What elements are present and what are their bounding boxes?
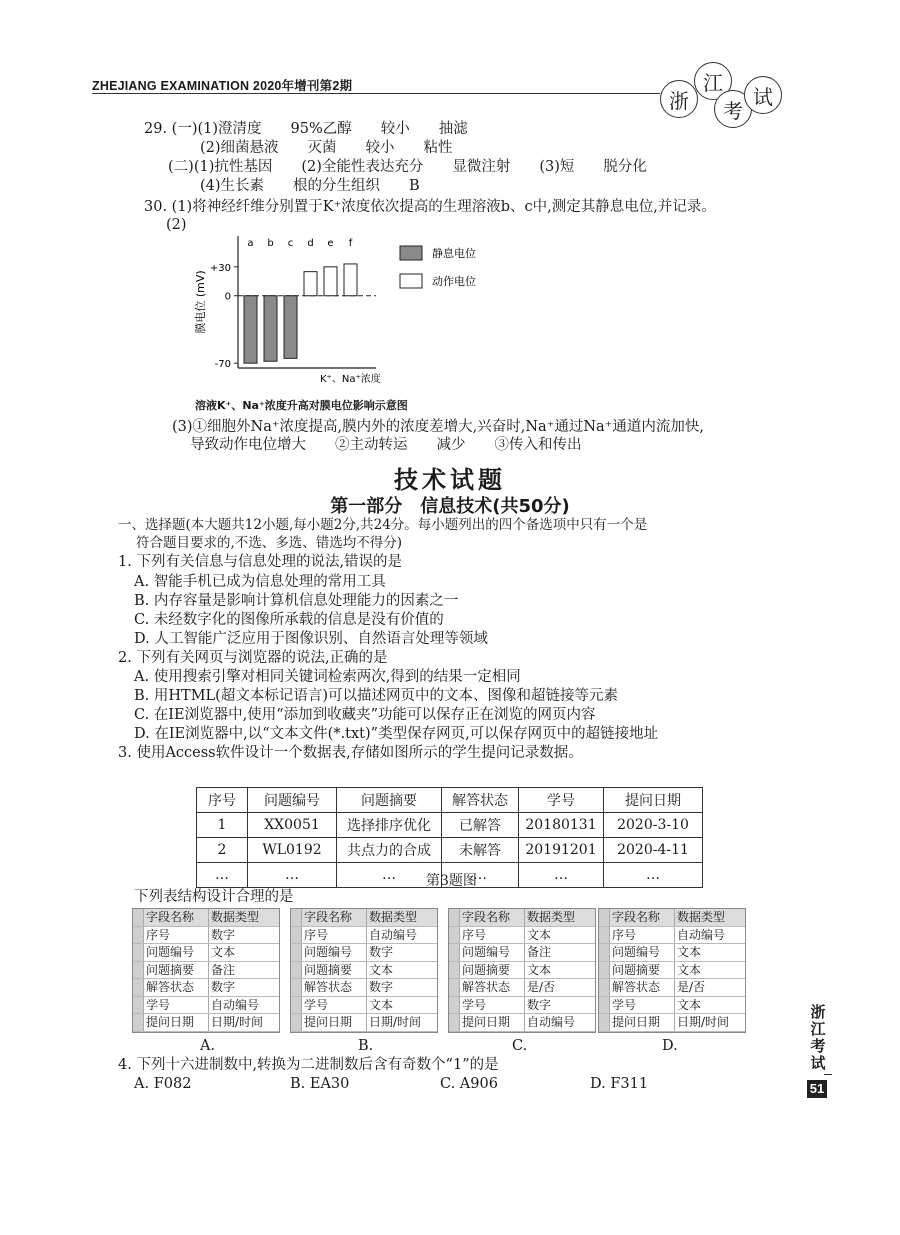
table-cell: … [519, 863, 604, 888]
legend-swatch [400, 274, 422, 288]
field-name: 序号 [610, 927, 675, 944]
q1-option-a: A. 智能手机已成为信息处理的常用工具 [134, 574, 386, 590]
field-type: 备注 [525, 944, 595, 961]
field-name: 序号 [302, 927, 367, 944]
y-tick-label: +30 [209, 262, 231, 274]
table-header-cell: 解答状态 [442, 788, 519, 813]
row-selector [133, 927, 144, 944]
design-row [449, 979, 595, 997]
table-cell: 共点力的合成 [337, 838, 442, 863]
table-row [197, 813, 703, 838]
answer-30-line2: (2) [166, 217, 187, 233]
legend-swatch [400, 246, 422, 260]
design-header-type: 数据类型 [209, 909, 279, 926]
answer-30-line3: (3)①细胞外Na⁺浓度提高,膜内外的浓度差增大,兴奋时,Na⁺通过Na⁺通道内流加快, [172, 419, 704, 435]
row-selector [599, 927, 610, 944]
action-potential-bar [324, 267, 337, 296]
table-cell: … [197, 863, 248, 888]
legend-label: 静息电位 [432, 247, 476, 260]
field-type: 日期/时间 [209, 1014, 279, 1031]
section-title: 技术试题 [394, 465, 506, 494]
q2-option-a: A. 使用搜索引擎对相同关键词检索两次,得到的结果一定相同 [134, 669, 521, 685]
field-type: 文本 [367, 962, 437, 979]
header-seal-1: 浙 [660, 80, 698, 118]
page-number: 51 [807, 1080, 827, 1098]
row-selector [133, 962, 144, 979]
design-row [133, 927, 279, 945]
table-header-cell: 学号 [519, 788, 604, 813]
design-row [599, 979, 745, 997]
design-row [133, 979, 279, 997]
row-selector [599, 962, 610, 979]
row-selector [291, 1014, 302, 1031]
row-selector [599, 909, 610, 926]
q2-stem: 2. 下列有关网页与浏览器的说法,正确的是 [118, 650, 388, 666]
design-row [133, 1014, 279, 1032]
design-row [291, 979, 437, 997]
q3-option-d-label: D. [662, 1038, 678, 1054]
field-type: 备注 [209, 962, 279, 979]
q2-option-b: B. 用HTML(超文本标记语言)可以描述网页中的文本、图像和超链接等元素 [134, 688, 618, 704]
action-potential-bar [304, 272, 317, 296]
field-name: 序号 [144, 927, 209, 944]
table-header-row [197, 788, 703, 813]
design-row [449, 1014, 595, 1032]
q3-option-b-label: B. [358, 1038, 374, 1054]
table-cell: … [337, 863, 442, 888]
row-selector [599, 997, 610, 1014]
q4-option-b: B. EA30 [290, 1076, 350, 1092]
field-type: 文本 [367, 997, 437, 1014]
q2-option-d: D. 在IE浏览器中,以“文本文件(*.txt)”类型保存网页,可以保存网页中的超链接地址 [134, 726, 659, 742]
row-selector [599, 944, 610, 961]
legend-label: 动作电位 [432, 275, 476, 288]
table-cell: … [604, 863, 703, 888]
design-row [449, 944, 595, 962]
row-selector [449, 1014, 460, 1031]
field-type: 文本 [675, 997, 745, 1014]
table-header-cell: 问题编号 [248, 788, 337, 813]
y-tick-label: -70 [214, 359, 231, 371]
field-name: 提问日期 [302, 1014, 367, 1031]
field-type: 文本 [525, 962, 595, 979]
field-name: 解答状态 [302, 979, 367, 996]
design-row [449, 997, 595, 1015]
part-title: 第一部分 信息技术(共50分) [330, 496, 570, 517]
magazine-side-label [806, 1004, 830, 1072]
membrane-potential-chart [190, 228, 520, 416]
field-name: 问题编号 [144, 944, 209, 961]
table-header-cell: 序号 [197, 788, 248, 813]
design-row [599, 1014, 745, 1032]
design-row [133, 997, 279, 1015]
y-axis-label: 膜电位 (mV) [194, 270, 207, 334]
q4-option-c: C. A906 [440, 1076, 498, 1092]
answer-30-line4: 导致动作电位增大 ②主动转运 减少 ③传入和传出 [190, 437, 582, 453]
design-row [291, 962, 437, 980]
choice-intro-line1: 一、选择题(本大题共12小题,每小题2分,共24分。每小题列出的四个备选项中只有一个是 [118, 517, 648, 533]
design-header-type: 数据类型 [525, 909, 595, 926]
design-header-field: 字段名称 [460, 909, 525, 926]
row-selector [133, 1014, 144, 1031]
table-row [197, 838, 703, 863]
answer-29-line3: (二)(1)抗性基因 (2)全能性表达充分 显微注射 (3)短 脱分化 [168, 159, 647, 175]
row-selector [133, 979, 144, 996]
header-seal-2: 江 [694, 62, 732, 100]
row-selector [449, 962, 460, 979]
magazine-name: 浙江考试 [810, 1003, 826, 1072]
x-axis-label: K⁺、Na⁺浓度 [320, 374, 381, 385]
design-row [291, 997, 437, 1015]
category-label: f [348, 238, 353, 249]
q2-option-c: C. 在IE浏览器中,使用“添加到收藏夹”功能可以保存正在浏览的网页内容 [134, 707, 596, 723]
resting-potential-bar [264, 296, 277, 362]
answer-29-line1: 29. (一)(1)澄清度 95%乙醇 较小 抽滤 [144, 121, 468, 137]
field-name: 解答状态 [610, 979, 675, 996]
table-header-cell: 问题摘要 [337, 788, 442, 813]
design-row [291, 927, 437, 945]
field-name: 提问日期 [460, 1014, 525, 1031]
table-cell: 选择排序优化 [337, 813, 442, 838]
design-header-field: 字段名称 [610, 909, 675, 926]
row-selector [133, 997, 144, 1014]
q3-figure-caption: 第3题图 [426, 873, 477, 889]
design-row [291, 1014, 437, 1032]
field-name: 学号 [610, 997, 675, 1014]
choice-intro-line2: 符合题目要求的,不选、多选、错选均不得分) [136, 535, 403, 551]
field-name: 提问日期 [144, 1014, 209, 1031]
answer-29-line4: (4)生长素 根的分生组织 B [200, 178, 420, 194]
running-header: ZHEJIANG EXAMINATION 2020年增刊第2期 [92, 79, 353, 93]
row-selector [599, 979, 610, 996]
row-selector [291, 909, 302, 926]
field-type: 是/否 [525, 979, 595, 996]
field-type: 数字 [209, 927, 279, 944]
design-row [133, 944, 279, 962]
field-name: 解答状态 [144, 979, 209, 996]
table-cell: 1 [197, 813, 248, 838]
table-cell: XX0051 [248, 813, 337, 838]
row-selector [133, 909, 144, 926]
table-cell: … [442, 863, 519, 888]
design-row [599, 962, 745, 980]
table-cell: 2020-4-11 [604, 838, 703, 863]
q3-option-c-label: C. [512, 1038, 528, 1054]
row-selector [291, 962, 302, 979]
design-row [599, 944, 745, 962]
q3-option-a-label: A. [200, 1038, 216, 1054]
row-selector [449, 944, 460, 961]
q3-question: 下列表结构设计合理的是 [134, 889, 294, 905]
q1-option-c: C. 未经数字化的图像所承载的信息是没有价值的 [134, 612, 444, 628]
field-type: 数字 [367, 944, 437, 961]
field-name: 问题摘要 [144, 962, 209, 979]
q1-option-d: D. 人工智能广泛应用于图像识别、自然语言处理等领域 [134, 631, 488, 647]
field-type: 自动编号 [525, 1014, 595, 1031]
design-row [599, 927, 745, 945]
table-cell: 20191201 [519, 838, 604, 863]
field-type: 数字 [367, 979, 437, 996]
chart-caption: 溶液K⁺、Na⁺浓度升高对膜电位影响示意图 [195, 399, 408, 412]
field-name: 学号 [144, 997, 209, 1014]
field-type: 自动编号 [209, 997, 279, 1014]
row-selector [599, 1014, 610, 1031]
design-row [133, 962, 279, 980]
table-cell: 未解答 [442, 838, 519, 863]
q3-stem: 3. 使用Access软件设计一个数据表,存储如图所示的学生提问记录数据。 [118, 745, 583, 761]
table-header-cell: 提问日期 [604, 788, 703, 813]
field-type: 日期/时间 [675, 1014, 745, 1031]
table-cell: 已解答 [442, 813, 519, 838]
q4-option-a: A. F082 [134, 1076, 192, 1092]
row-selector [449, 927, 460, 944]
header-seal-4: 试 [744, 76, 782, 114]
header-rule [92, 93, 660, 94]
design-row [449, 962, 595, 980]
table-design-option [132, 908, 280, 1033]
field-type: 是/否 [675, 979, 745, 996]
table-design-option [598, 908, 746, 1033]
field-type: 文本 [209, 944, 279, 961]
category-label: d [307, 238, 314, 249]
answer-30-line1: 30. (1)将神经纤维分别置于K⁺浓度依次提高的生理溶液b、c中,测定其静息电位,并记录。 [144, 199, 716, 215]
row-selector [449, 909, 460, 926]
design-header-type: 数据类型 [675, 909, 745, 926]
design-header-field: 字段名称 [302, 909, 367, 926]
field-name: 学号 [460, 997, 525, 1014]
field-type: 文本 [675, 944, 745, 961]
design-row [599, 997, 745, 1015]
field-type: 数字 [209, 979, 279, 996]
row-selector [291, 927, 302, 944]
field-type: 数字 [525, 997, 595, 1014]
row-selector [291, 944, 302, 961]
answer-29-line2: (2)细菌悬液 灭菌 较小 粘性 [200, 140, 453, 156]
header-seal-3: 考 [714, 90, 752, 128]
row-selector [449, 997, 460, 1014]
table-cell: 2 [197, 838, 248, 863]
q4-option-d: D. F311 [590, 1076, 649, 1092]
q4-stem: 4. 下列十六进制数中,转换为二进制数后含有奇数个“1”的是 [118, 1057, 499, 1073]
table-design-option [448, 908, 596, 1033]
design-header-field: 字段名称 [144, 909, 209, 926]
side-rule [824, 1074, 832, 1075]
field-name: 问题编号 [460, 944, 525, 961]
resting-potential-bar [244, 296, 257, 363]
field-type: 文本 [675, 962, 745, 979]
field-name: 解答状态 [460, 979, 525, 996]
field-name: 问题摘要 [610, 962, 675, 979]
field-name: 序号 [460, 927, 525, 944]
design-header-type: 数据类型 [367, 909, 437, 926]
table-cell: … [248, 863, 337, 888]
category-label: b [267, 238, 274, 249]
table-cell: WL0192 [248, 838, 337, 863]
category-label: c [287, 238, 294, 249]
table-cell: 2020-3-10 [604, 813, 703, 838]
field-name: 问题编号 [302, 944, 367, 961]
field-name: 问题摘要 [302, 962, 367, 979]
row-selector [133, 944, 144, 961]
category-label: a [247, 238, 254, 249]
field-name: 问题编号 [610, 944, 675, 961]
action-potential-bar [344, 264, 357, 296]
q1-option-b: B. 内存容量是影响计算机信息处理能力的因素之一 [134, 593, 459, 609]
field-name: 问题摘要 [460, 962, 525, 979]
table-design-option [290, 908, 438, 1033]
q1-stem: 1. 下列有关信息与信息处理的说法,错误的是 [118, 554, 403, 570]
row-selector [291, 997, 302, 1014]
field-type: 自动编号 [675, 927, 745, 944]
y-tick-label: 0 [224, 291, 231, 303]
table-cell: 20180131 [519, 813, 604, 838]
category-label: e [327, 238, 334, 249]
resting-potential-bar [284, 296, 297, 359]
field-name: 提问日期 [610, 1014, 675, 1031]
design-row [291, 944, 437, 962]
row-selector [291, 979, 302, 996]
row-selector [449, 979, 460, 996]
field-type: 文本 [525, 927, 595, 944]
field-type: 自动编号 [367, 927, 437, 944]
design-row [449, 927, 595, 945]
field-type: 日期/时间 [367, 1014, 437, 1031]
field-name: 学号 [302, 997, 367, 1014]
